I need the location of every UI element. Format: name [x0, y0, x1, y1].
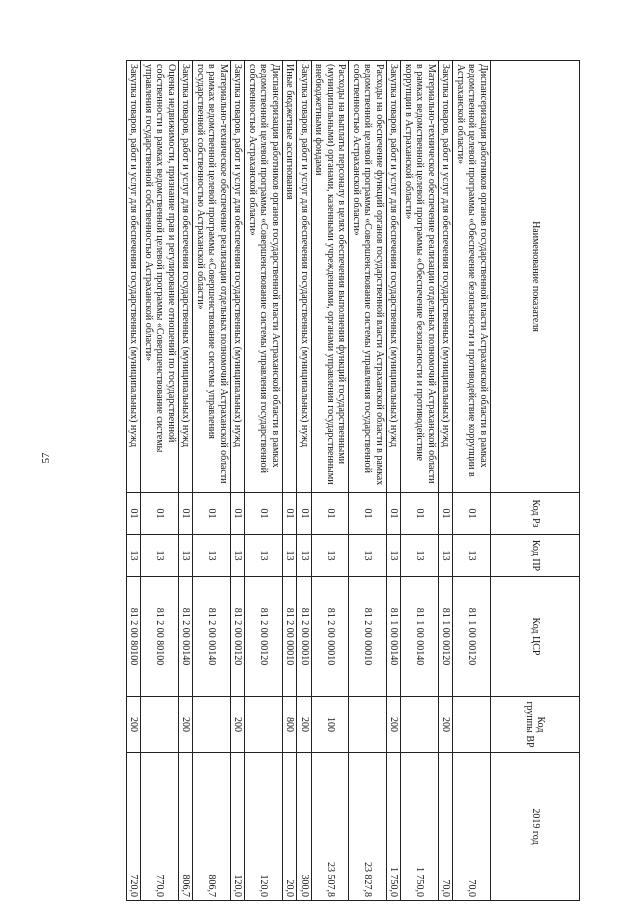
cell-value: 23 827,8: [349, 753, 387, 901]
cell-vr: 200: [387, 697, 402, 753]
cell-rz: 01: [387, 493, 402, 535]
table-row: [231, 61, 246, 901]
cell-name: Закупка товаров, работ и услуг для обеспечения государственных (муниципальных) нужд: [439, 61, 454, 493]
cell-rz: 01: [401, 493, 439, 535]
cell-rz: 01: [453, 493, 491, 535]
table-row: [387, 61, 402, 901]
header-vr: Код группы ВР: [491, 697, 580, 753]
header-year: 2019 год: [491, 753, 580, 901]
table-row: [179, 61, 194, 901]
cell-name: Материально-техническое обеспечение реализации отдельных полномочий Астраханской области в рамках ведомственной целевой программы «Совершенствование системы управления государственной собственностью Астраханской области»: [193, 61, 231, 493]
cell-csr: 81 1 00 00140: [387, 577, 402, 697]
table-row: [127, 61, 142, 901]
header-rz: Код Рз: [491, 493, 580, 535]
cell-vr: 100: [312, 697, 350, 753]
cell-vr: 200: [179, 697, 194, 753]
cell-pr: 13: [453, 535, 491, 577]
cell-rz: 01: [283, 493, 298, 535]
cell-rz: 01: [141, 493, 179, 535]
cell-name: Расходы на обеспечение функций органов государственной власти Астраханской области в рамках ведомственной целевой программы «Совершенствование системы управления государственной собственностью Астраханской области»: [349, 61, 387, 493]
budget-table: [126, 60, 580, 901]
table-row: [283, 61, 298, 901]
cell-vr: [453, 697, 491, 753]
table-row: [297, 61, 312, 901]
cell-value: 20,0: [283, 753, 298, 901]
cell-value: 70,0: [439, 753, 454, 901]
cell-pr: 13: [387, 535, 402, 577]
cell-name: Оценка недвижимости, признание прав и регулирование отношений по государственной собственности в рамках ведомственной целевой программы «Совершенствование системы управления государственной собственностью Астраханской области»: [141, 61, 179, 493]
cell-vr: [141, 697, 179, 753]
cell-rz: 01: [127, 493, 142, 535]
table-row: [312, 61, 350, 901]
cell-rz: 01: [349, 493, 387, 535]
cell-pr: 13: [401, 535, 439, 577]
cell-value: 1 750,0: [387, 753, 402, 901]
table-header-row: [491, 61, 580, 901]
cell-csr: 81 2 00 00010: [349, 577, 387, 697]
cell-name: Диспансеризация работников органов государственной власти Астраханской области в рамках ведомственной целевой программы «Совершенствование системы управления государственной собственностью Астраханской области»: [245, 61, 283, 493]
cell-rz: 01: [297, 493, 312, 535]
cell-rz: 01: [231, 493, 246, 535]
cell-value: 120,0: [231, 753, 246, 901]
cell-pr: 13: [179, 535, 194, 577]
header-csr: Код ЦСР: [491, 577, 580, 697]
cell-name: Расходы на выплаты персоналу в целях обеспечения выполнения функций государственными (муниципальными) органами, казенными учреждениями, органами управления государственными внебюджетными фондами: [312, 61, 350, 493]
cell-pr: 13: [127, 535, 142, 577]
cell-csr: 81 2 00 80100: [127, 577, 142, 697]
table-row: [349, 61, 387, 901]
cell-value: 720,0: [127, 753, 142, 901]
cell-vr: 200: [127, 697, 142, 753]
table-row: [245, 61, 283, 901]
cell-name: Закупка товаров, работ и услуг для обеспечения государственных (муниципальных) нужд: [179, 61, 194, 493]
cell-name: Закупка товаров, работ и услуг для обеспечения государственных (муниципальных) нужд: [387, 61, 402, 493]
cell-vr: 200: [231, 697, 246, 753]
cell-rz: 01: [245, 493, 283, 535]
cell-name: Закупка товаров, работ и услуг для обеспечения государственных (муниципальных) нужд: [297, 61, 312, 493]
cell-name: Закупка товаров, работ и услуг для обеспечения государственных (муниципальных) нужд: [127, 61, 142, 493]
cell-name: Диспансеризация работников органов государственной власти Астраханской области в рамках ведомственной целевой программы «Обеспечение безопасности и противодействие коррупции в Астраханской области»: [453, 61, 491, 493]
cell-value: 70,0: [453, 753, 491, 901]
cell-value: 120,0: [245, 753, 283, 901]
cell-pr: 13: [439, 535, 454, 577]
cell-csr: 81 2 00 00120: [245, 577, 283, 697]
cell-vr: [193, 697, 231, 753]
cell-csr: 81 2 00 00010: [312, 577, 350, 697]
cell-pr: 13: [231, 535, 246, 577]
cell-name: Материально-техническое обеспечение реализации отдельных полномочий Астраханской области в рамках ведомственной целевой программы «Обеспечение безопасности и противодействие коррупции в Астраханской области»: [401, 61, 439, 493]
cell-value: 806,7: [179, 753, 194, 901]
cell-name: Закупка товаров, работ и услуг для обеспечения государственных (муниципальных) нужд: [231, 61, 246, 493]
cell-rz: 01: [439, 493, 454, 535]
cell-rz: 01: [193, 493, 231, 535]
table-row: [141, 61, 179, 901]
table-row: [453, 61, 491, 901]
cell-pr: 13: [245, 535, 283, 577]
header-name: Наименование показателя: [491, 61, 580, 493]
cell-value: 770,0: [141, 753, 179, 901]
cell-csr: 81 2 00 80100: [141, 577, 179, 697]
cell-csr: 81 2 00 00140: [179, 577, 194, 697]
cell-rz: 01: [179, 493, 194, 535]
header-pr: Код ПР: [491, 535, 580, 577]
cell-pr: 13: [312, 535, 350, 577]
table-row: [439, 61, 454, 901]
cell-pr: 13: [141, 535, 179, 577]
cell-pr: 13: [297, 535, 312, 577]
page-number: 57: [40, 452, 52, 464]
cell-value: 1 750,0: [401, 753, 439, 901]
cell-vr: [349, 697, 387, 753]
cell-value: 806,7: [193, 753, 231, 901]
table-row: [193, 61, 231, 901]
cell-csr: 81 1 00 00140: [401, 577, 439, 697]
table-row: [401, 61, 439, 901]
cell-rz: 01: [312, 493, 350, 535]
cell-vr: [401, 697, 439, 753]
cell-csr: 81 2 00 00140: [193, 577, 231, 697]
cell-pr: 13: [349, 535, 387, 577]
cell-vr: [245, 697, 283, 753]
cell-pr: 13: [193, 535, 231, 577]
cell-csr: 81 2 00 00010: [283, 577, 298, 697]
cell-vr: 200: [439, 697, 454, 753]
cell-vr: 800: [283, 697, 298, 753]
cell-name: Иные бюджетные ассигнования: [283, 61, 298, 493]
rotated-table-container: [130, 60, 580, 900]
cell-csr: 81 2 00 00120: [231, 577, 246, 697]
cell-vr: 200: [297, 697, 312, 753]
cell-csr: 81 2 00 00010: [297, 577, 312, 697]
cell-csr: 81 1 00 00120: [453, 577, 491, 697]
cell-csr: 81 1 00 00120: [439, 577, 454, 697]
cell-value: 300,0: [297, 753, 312, 901]
cell-value: 23 507,8: [312, 753, 350, 901]
cell-pr: 13: [283, 535, 298, 577]
